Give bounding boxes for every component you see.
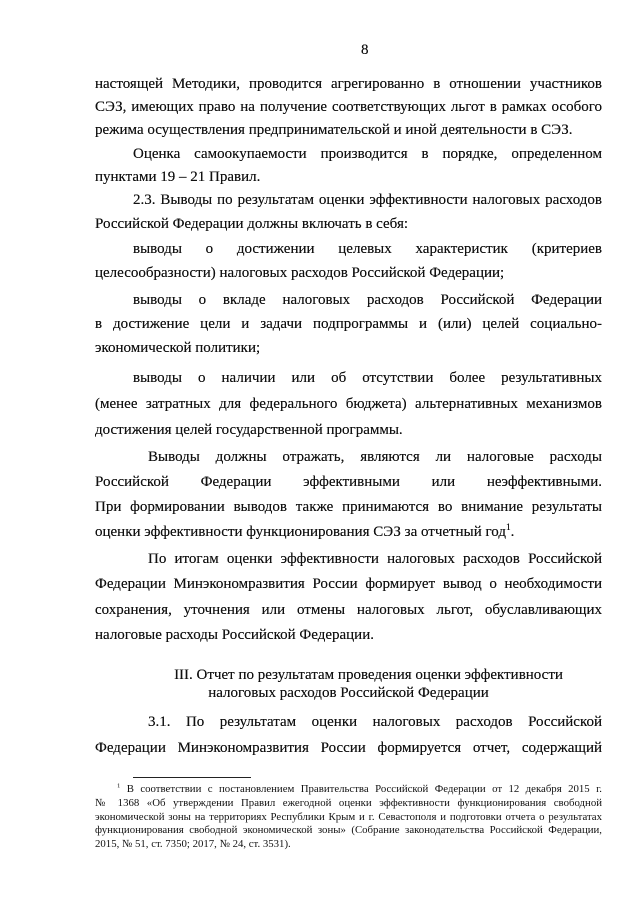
text-line: Выводы должны отражать, являются ли налоговые расходы (148, 449, 602, 465)
paragraph-sez-aggregation (95, 73, 602, 142)
footnote-reference: 1 (505, 523, 511, 533)
footnote-line-text: В соответствии с постановлением Правительства Российской Федерации от 12 декабря 2015 г. (126, 783, 602, 795)
heading-line: налоговых расходов Российской Федерации (208, 685, 489, 701)
text-line: При формировании выводов также принимаются во внимание результаты (95, 499, 602, 515)
footnote-marker: 1 (117, 782, 121, 790)
text-line: настоящей Методики, проводится агрегированно в отношении участников (95, 76, 602, 92)
text-line: Российской Федерации должны включать в себя: (95, 216, 409, 232)
text-line (95, 520, 602, 545)
paragraph-3-1-report (95, 709, 602, 761)
text-line-content: оценки эффективности функционирования СЭЗ за отчетный год (95, 524, 506, 540)
paragraph-2-3-conclusions (95, 188, 602, 236)
footnote-line: 2015, № 51, ст. 7350; 2017, № 24, ст. 3531). (95, 838, 291, 851)
text-line-tail: . (510, 524, 515, 540)
footnote (95, 783, 602, 852)
text-line: Федерации Минэкономразвития России формирует вывод о необходимости (95, 576, 602, 593)
text-line: Российской Федерации эффективными или неэффективными. (95, 474, 602, 490)
heading-line: III. Отчет по результатам проведения оценки эффективности (174, 667, 563, 683)
text-line: выводы о достижении целевых характеристик (критериев (133, 241, 602, 257)
text-line: 2.3. Выводы по результатам оценки эффективности налоговых расходов (133, 192, 602, 208)
text-line: По итогам оценки эффективности налоговых расходов Российской (148, 551, 602, 567)
page-number: 8 (361, 42, 369, 58)
text-line: целесообразности) налоговых расходов Российской Федерации; (95, 265, 505, 281)
text-line: в достижение цели и задачи подпрограммы и (или) целей социально- (95, 316, 602, 332)
footnote-line: экономической зоны на территориях Республики Крым и г. Севастополя и подготовки отчета о результатах (95, 810, 602, 823)
text-line: Оценка самоокупаемости производится в порядке, определенном (133, 146, 602, 162)
text-line: достижения целей государственной программы. (95, 422, 403, 438)
text-line: сохранения, уточнения или отмены налоговых льгот, обуславливающих (95, 601, 602, 618)
footnote-line (95, 783, 602, 797)
footnote-line: функционирования свободной экономической зоны» (Собрание законодательства Российской Федерации, (95, 824, 602, 837)
section-heading-iii (95, 666, 602, 702)
text-line: Федерации Минэкономразвития России формируется отчет, содержащий (95, 740, 602, 756)
text-line: выводы о наличии или об отсутствии более результативных (133, 370, 602, 386)
text-line: экономической политики; (95, 340, 261, 356)
text-line: выводы о вкладе налоговых расходов Российской Федерации (133, 292, 602, 308)
text-line: пунктами 19 – 21 Правил. (95, 169, 261, 185)
paragraph-ministry-conclusion (95, 547, 602, 648)
text-line: СЭЗ, имеющих право на получение соответствующих льгот в рамках особого (95, 99, 602, 115)
paragraph-effectiveness-conclusions (95, 445, 602, 545)
list-item-target-characteristics (95, 237, 602, 285)
paragraph-self-sufficiency-assessment (95, 143, 602, 189)
list-item-alternative-mechanisms (95, 365, 602, 443)
list-item-contribution-to-goals (95, 288, 602, 360)
text-line: режима осуществления предпринимательской и иной деятельности в СЭЗ. (95, 122, 573, 138)
text-line: (менее затратных для федерального бюджета) альтернативных механизмов (95, 396, 602, 412)
footnote-separator (133, 777, 251, 778)
text-line: налоговые расходы Российской Федерации. (95, 626, 374, 643)
footnote-line: № 1368 «Об утверждении Правил ежегодной оценки эффективности функционирования свободной (95, 796, 602, 809)
text-line: 3.1. По результатам оценки налоговых расходов Российской (148, 714, 602, 730)
